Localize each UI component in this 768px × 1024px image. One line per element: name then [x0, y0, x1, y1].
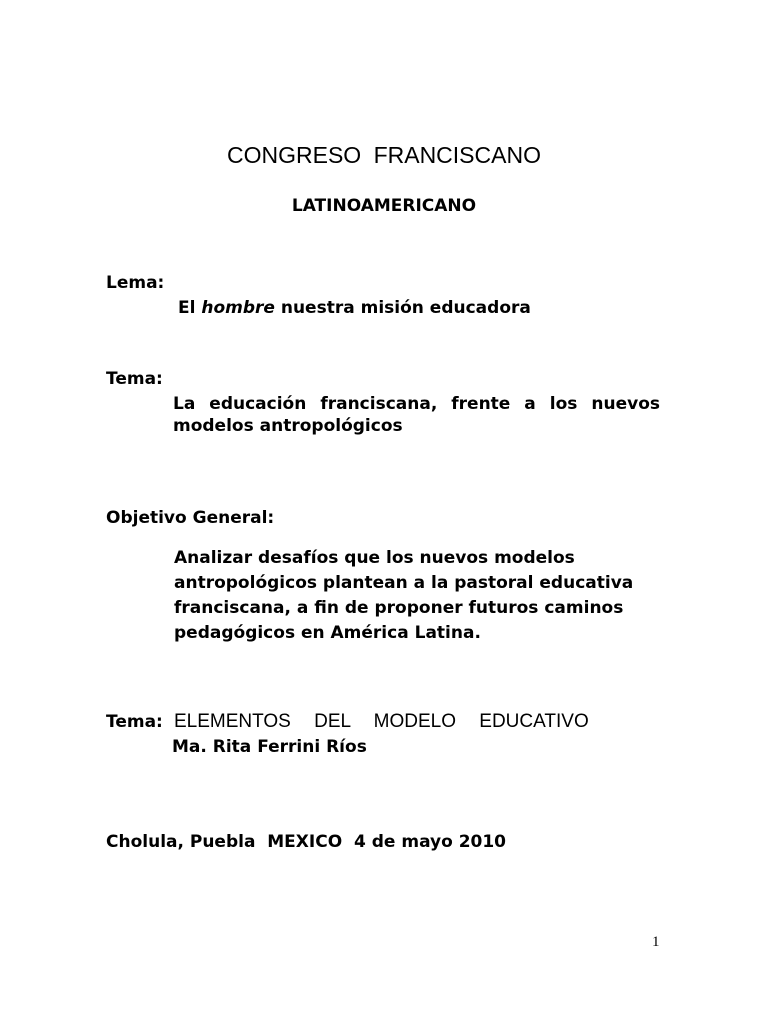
lema-label: Lema: — [106, 273, 165, 293]
page-number: 1 — [652, 934, 660, 950]
lema-text-before: El — [178, 298, 202, 318]
place-date: Cholula, Puebla MEXICO 4 de mayo 2010 — [106, 832, 507, 852]
lema-text — [178, 298, 531, 318]
objetivo-line: franciscana, a fin de proponer futuros caminos — [174, 598, 624, 618]
objetivo-label: Objetivo General: — [106, 508, 275, 528]
document-subtitle: LATINOAMERICANO — [291, 196, 477, 216]
author-name: Ma. Rita Ferrini Ríos — [172, 737, 367, 757]
objetivo-line: pedagógicos en América Latina. — [174, 623, 481, 643]
tema2-label: Tema: — [106, 712, 163, 732]
objetivo-text — [174, 546, 633, 646]
document-title: CONGRESO FRANCISCANO — [227, 142, 541, 168]
objetivo-line: antropológicos plantean a la pastoral educativa — [174, 573, 634, 593]
lema-text-after: nuestra misión educadora — [274, 298, 531, 318]
tema-line-1: La educación franciscana, frente a los nuevos — [173, 394, 660, 414]
tema-label: Tema: — [106, 369, 163, 389]
objetivo-line: Analizar desafíos que los nuevos modelos — [174, 548, 575, 568]
tema-line-2: modelos antropológicos — [173, 416, 403, 436]
tema2-value: ELEMENTOS DEL MODELO EDUCATIVO — [174, 711, 589, 732]
lema-text-italic: hombre — [201, 298, 275, 318]
